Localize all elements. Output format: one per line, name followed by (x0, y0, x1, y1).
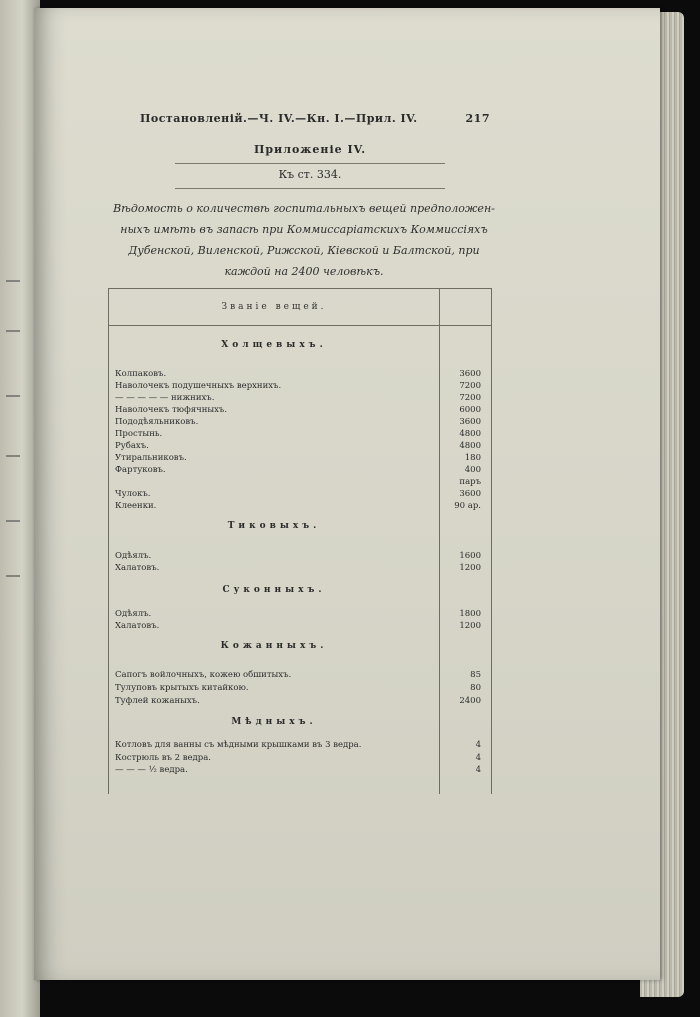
table-row (115, 465, 481, 477)
section-title: Суконныхъ. (222, 585, 326, 595)
table-row (115, 393, 481, 405)
item-quantity: 2400 (459, 696, 481, 706)
table-row (115, 441, 481, 453)
caption-line: ныхъ имѣть въ запасѣ при Коммиссаріатскихъ Коммиссіяхъ (120, 223, 488, 236)
table-row (115, 765, 481, 777)
item-quantity: 400 (464, 465, 481, 475)
item-quantity: 3600 (459, 417, 481, 427)
item-quantity: 4800 (459, 429, 481, 439)
table-row (115, 417, 481, 429)
item-name: Сапогъ войлочныхъ, кожею обшитыхъ. (115, 670, 292, 680)
item-quantity: 7200 (459, 393, 481, 403)
running-head (140, 112, 490, 125)
table-row (115, 670, 481, 682)
item-name: Клеенки. (115, 501, 157, 511)
item-quantity: 1200 (459, 621, 481, 631)
item-name: Кострюль въ 2 ведра. (115, 753, 211, 763)
item-quantity: 180 (464, 453, 481, 463)
item-name: Халатовъ. (115, 563, 160, 573)
column-divider (439, 289, 440, 794)
table-row (115, 405, 481, 417)
item-quantity: 3600 (459, 369, 481, 379)
table-row (115, 563, 481, 575)
table-row (115, 381, 481, 393)
caption-line: Вѣдомость о количествѣ госпитальныхъ вещей предположен- (113, 202, 495, 215)
running-title: Постановленій.—Ч. IV.—Кн. I.—Прил. IV. (140, 112, 418, 125)
inventory-table (108, 288, 492, 794)
item-quantity: 4 (475, 740, 481, 750)
item-name: — — — — — нижнихъ. (115, 393, 215, 403)
section-title: Тиковыхъ. (227, 521, 321, 531)
article-reference: Къ ст. 334. (278, 168, 342, 181)
header-divider (109, 325, 491, 326)
table-caption (110, 198, 498, 282)
item-name: Простынь. (115, 429, 163, 439)
table-row (115, 429, 481, 441)
section-title: Холщевыхъ. (221, 340, 327, 350)
item-name: Одѣялъ. (115, 551, 152, 561)
section-title: Мѣдныхъ. (231, 717, 317, 727)
item-quantity: 1600 (459, 551, 481, 561)
table-row (115, 501, 481, 513)
item-quantity: 7200 (459, 381, 481, 391)
item-quantity: 6000 (459, 405, 481, 415)
section-title: Кожанныхъ. (220, 641, 328, 651)
item-name: Фартуковъ. (115, 465, 166, 475)
table-row (115, 477, 481, 489)
item-name: — — — ½ ведра. (115, 765, 188, 775)
item-name: Туфлей кожаныхъ. (115, 696, 200, 706)
table-row (115, 453, 481, 465)
item-name: Наволочекъ подушечныхъ верхнихъ. (115, 381, 282, 391)
item-name: Утиральниковъ. (115, 453, 187, 463)
table-row (115, 696, 481, 708)
divider (175, 163, 445, 164)
item-quantity: 90 ар. (454, 501, 481, 511)
item-quantity: паръ (459, 477, 481, 487)
table-row (115, 683, 481, 695)
item-quantity: 1800 (459, 609, 481, 619)
table-row (115, 369, 481, 381)
item-name: Рубахъ. (115, 441, 149, 451)
item-quantity: 85 (470, 670, 481, 680)
table-row (115, 740, 481, 752)
item-name: Одѣялъ. (115, 609, 152, 619)
caption-line: каждой на 2400 человѣкъ. (224, 265, 384, 278)
table-row (115, 753, 481, 765)
divider (175, 188, 445, 189)
table-row (115, 489, 481, 501)
table-row (115, 621, 481, 633)
appendix-title: Приложеніе IV. (253, 143, 367, 156)
page-number: 217 (465, 112, 490, 125)
item-name: Пододѣяльниковъ. (115, 417, 199, 427)
item-quantity: 3600 (459, 489, 481, 499)
table-row (115, 551, 481, 563)
item-name: Колпаковъ. (115, 369, 167, 379)
item-name: Наволочекъ тюфячныхъ. (115, 405, 228, 415)
item-name: Халатовъ. (115, 621, 160, 631)
item-name: Чулокъ. (115, 489, 151, 499)
item-quantity: 4 (475, 765, 481, 775)
caption-line: Дубенской, Виленской, Рижской, Кіевской и Балтской, при (128, 244, 480, 257)
item-name: Котловъ для ванны съ мѣдными крышками въ 3 ведра. (115, 740, 362, 750)
table-row (115, 609, 481, 621)
item-quantity: 80 (470, 683, 481, 693)
item-quantity: 4800 (459, 441, 481, 451)
column-header: Званіе вещей. (221, 302, 327, 312)
item-name: Тулуповъ крытыхъ китайкою. (115, 683, 249, 693)
item-quantity: 4 (475, 753, 481, 763)
item-quantity: 1200 (459, 563, 481, 573)
